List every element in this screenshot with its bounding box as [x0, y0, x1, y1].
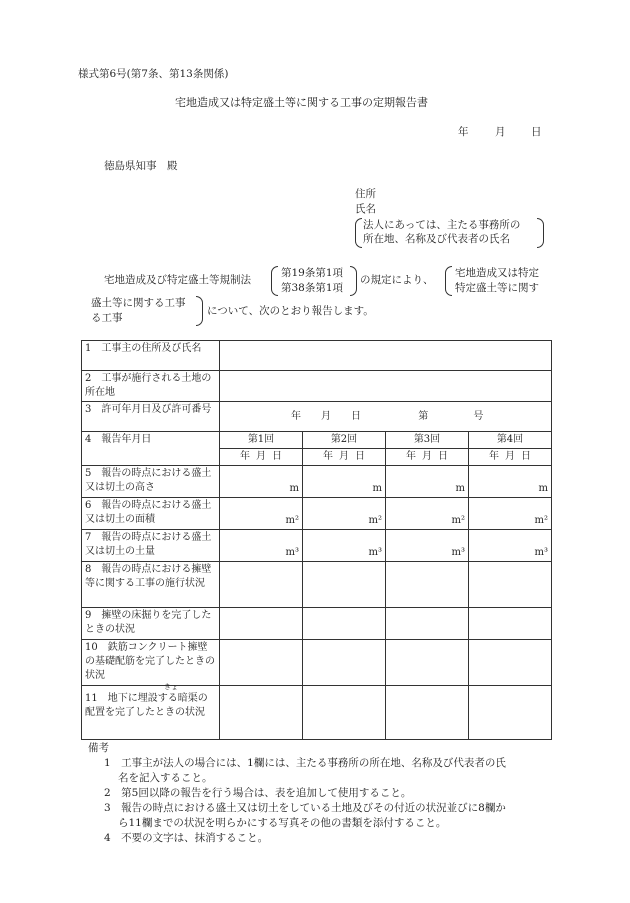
body-mid: の規定により、: [360, 274, 434, 286]
report-3-header: 第3回: [386, 432, 469, 449]
height-cell[interactable]: m: [220, 466, 303, 498]
report-2-header: 第2回: [303, 432, 386, 449]
brace-right-corp: [537, 218, 544, 248]
work-text-alt: 特定盛土等に関す: [455, 282, 539, 294]
height-cell[interactable]: m: [303, 466, 386, 498]
volume-cell[interactable]: m³: [220, 530, 303, 562]
row11-cell[interactable]: [386, 686, 469, 740]
row10-cell[interactable]: [303, 640, 386, 686]
area-cell[interactable]: m²: [220, 498, 303, 530]
row11-cell[interactable]: [220, 686, 303, 740]
report-4-header: 第4回: [469, 432, 552, 449]
article-38: 第38条第1項: [281, 282, 344, 294]
form-number: 様式第6号(第7条、第13条関係): [78, 68, 229, 80]
row10-label: 10 鉄筋コンクリート擁壁の基礎配筋を完了したときの状況: [82, 640, 220, 686]
volume-cell[interactable]: m³: [303, 530, 386, 562]
addressee: 徳島県知事 殿: [104, 160, 178, 172]
corp-note-2: 所在地、名称及び代表者の氏名: [363, 233, 510, 245]
row11-ruby: きょ: [164, 683, 178, 691]
row9-cell[interactable]: [386, 608, 469, 640]
row8-label: 8 報告の時点における擁壁等に関する工事の施行状況: [82, 562, 220, 608]
row5-label: 5 報告の時点における盛土又は切土の高さ: [82, 466, 220, 498]
row10-cell[interactable]: [386, 640, 469, 686]
row1-label: 1 工事主の住所及び氏名: [82, 341, 220, 371]
row3-label: 3 許可年月日及び許可番号: [82, 402, 220, 432]
brace-right-article: [350, 266, 357, 296]
area-cell[interactable]: m²: [386, 498, 469, 530]
row2-value[interactable]: [220, 371, 552, 402]
name-label: 氏名: [355, 203, 376, 215]
brace-left-article: [271, 266, 278, 296]
work-text-3: る工事: [91, 312, 123, 324]
row4-label: 4 報告年月日: [82, 432, 220, 466]
row11-cell[interactable]: [469, 686, 552, 740]
report-table: [81, 340, 552, 740]
date-day: 日: [531, 126, 542, 138]
row8-cell[interactable]: [469, 562, 552, 608]
row2-label: 2 工事が施行される土地の所在地: [82, 371, 220, 402]
row9-label: 9 擁壁の床掘りを完了したときの状況: [82, 608, 220, 640]
height-cell[interactable]: m: [386, 466, 469, 498]
report-2-date[interactable]: 年 月 日: [303, 449, 386, 466]
permit-no-suffix: 号: [473, 410, 484, 422]
area-cell[interactable]: m²: [469, 498, 552, 530]
brace-left-work: [445, 266, 452, 296]
row10-cell[interactable]: [220, 640, 303, 686]
permit-no-prefix: 第: [418, 410, 429, 422]
row1-value[interactable]: [220, 341, 552, 371]
brace-left-corp: [355, 218, 362, 248]
row7-label: 7 報告の時点における盛土又は切土の土量: [82, 530, 220, 562]
article-19: 第19条第1項: [281, 267, 344, 279]
report-1-header: 第1回: [220, 432, 303, 449]
law-name: 宅地造成及び特定盛土等規制法: [104, 274, 251, 286]
body-tail: について、次のとおり報告します。: [207, 305, 374, 317]
note-1b: 名を記入すること。: [118, 772, 213, 784]
volume-cell[interactable]: m³: [386, 530, 469, 562]
note-3b: ら11欄までの状況を明らかにする写真その他の書類を添付すること。: [118, 817, 447, 829]
row9-cell[interactable]: [469, 608, 552, 640]
row11-text: 11 地下に埋設する暗渠の配置を完了したときの状況: [85, 693, 208, 718]
work-text-1: 宅地造成又は特定: [455, 267, 539, 279]
row3-value[interactable]: [220, 402, 552, 432]
date-year: 年: [458, 126, 469, 138]
height-cell[interactable]: m: [469, 466, 552, 498]
address-label: 住所: [355, 188, 376, 200]
row8-cell[interactable]: [386, 562, 469, 608]
report-4-date[interactable]: 年 月 日: [469, 449, 552, 466]
date-month: 月: [495, 126, 506, 138]
row11-cell[interactable]: [303, 686, 386, 740]
volume-cell[interactable]: m³: [469, 530, 552, 562]
page-title: 宅地造成又は特定盛土等に関する工事の定期報告書: [175, 96, 428, 109]
permit-date: 年 月 日: [291, 410, 361, 422]
notes: [88, 741, 506, 846]
row8-cell[interactable]: [303, 562, 386, 608]
report-1-date[interactable]: 年 月 日: [220, 449, 303, 466]
row8-cell[interactable]: [220, 562, 303, 608]
row11-label: [82, 683, 220, 740]
row10-cell[interactable]: [469, 640, 552, 686]
notes-heading: 備考: [88, 742, 109, 754]
brace-right-work: [196, 296, 203, 326]
work-text-2: 盛土等に関する工事: [91, 297, 186, 309]
report-3-date[interactable]: 年 月 日: [386, 449, 469, 466]
note-1a: 1 工事主が法人の場合には、1欄には、主たる事務所の所在地、名称及び代表者の氏: [104, 757, 506, 769]
corp-note-1: 法人にあっては、主たる事務所の: [363, 219, 521, 231]
area-cell[interactable]: m²: [303, 498, 386, 530]
note-4: 4 不要の文字は、抹消すること。: [104, 832, 269, 844]
row6-label: 6 報告の時点における盛土又は切土の面積: [82, 498, 220, 530]
row9-cell[interactable]: [303, 608, 386, 640]
note-2: 2 第5回以降の報告を行う場合は、表を追加して使用すること。: [104, 787, 412, 799]
row9-cell[interactable]: [220, 608, 303, 640]
note-3a: 3 報告の時点における盛土又は切土をしている土地及びその付近の状況並びに8欄か: [104, 802, 506, 814]
